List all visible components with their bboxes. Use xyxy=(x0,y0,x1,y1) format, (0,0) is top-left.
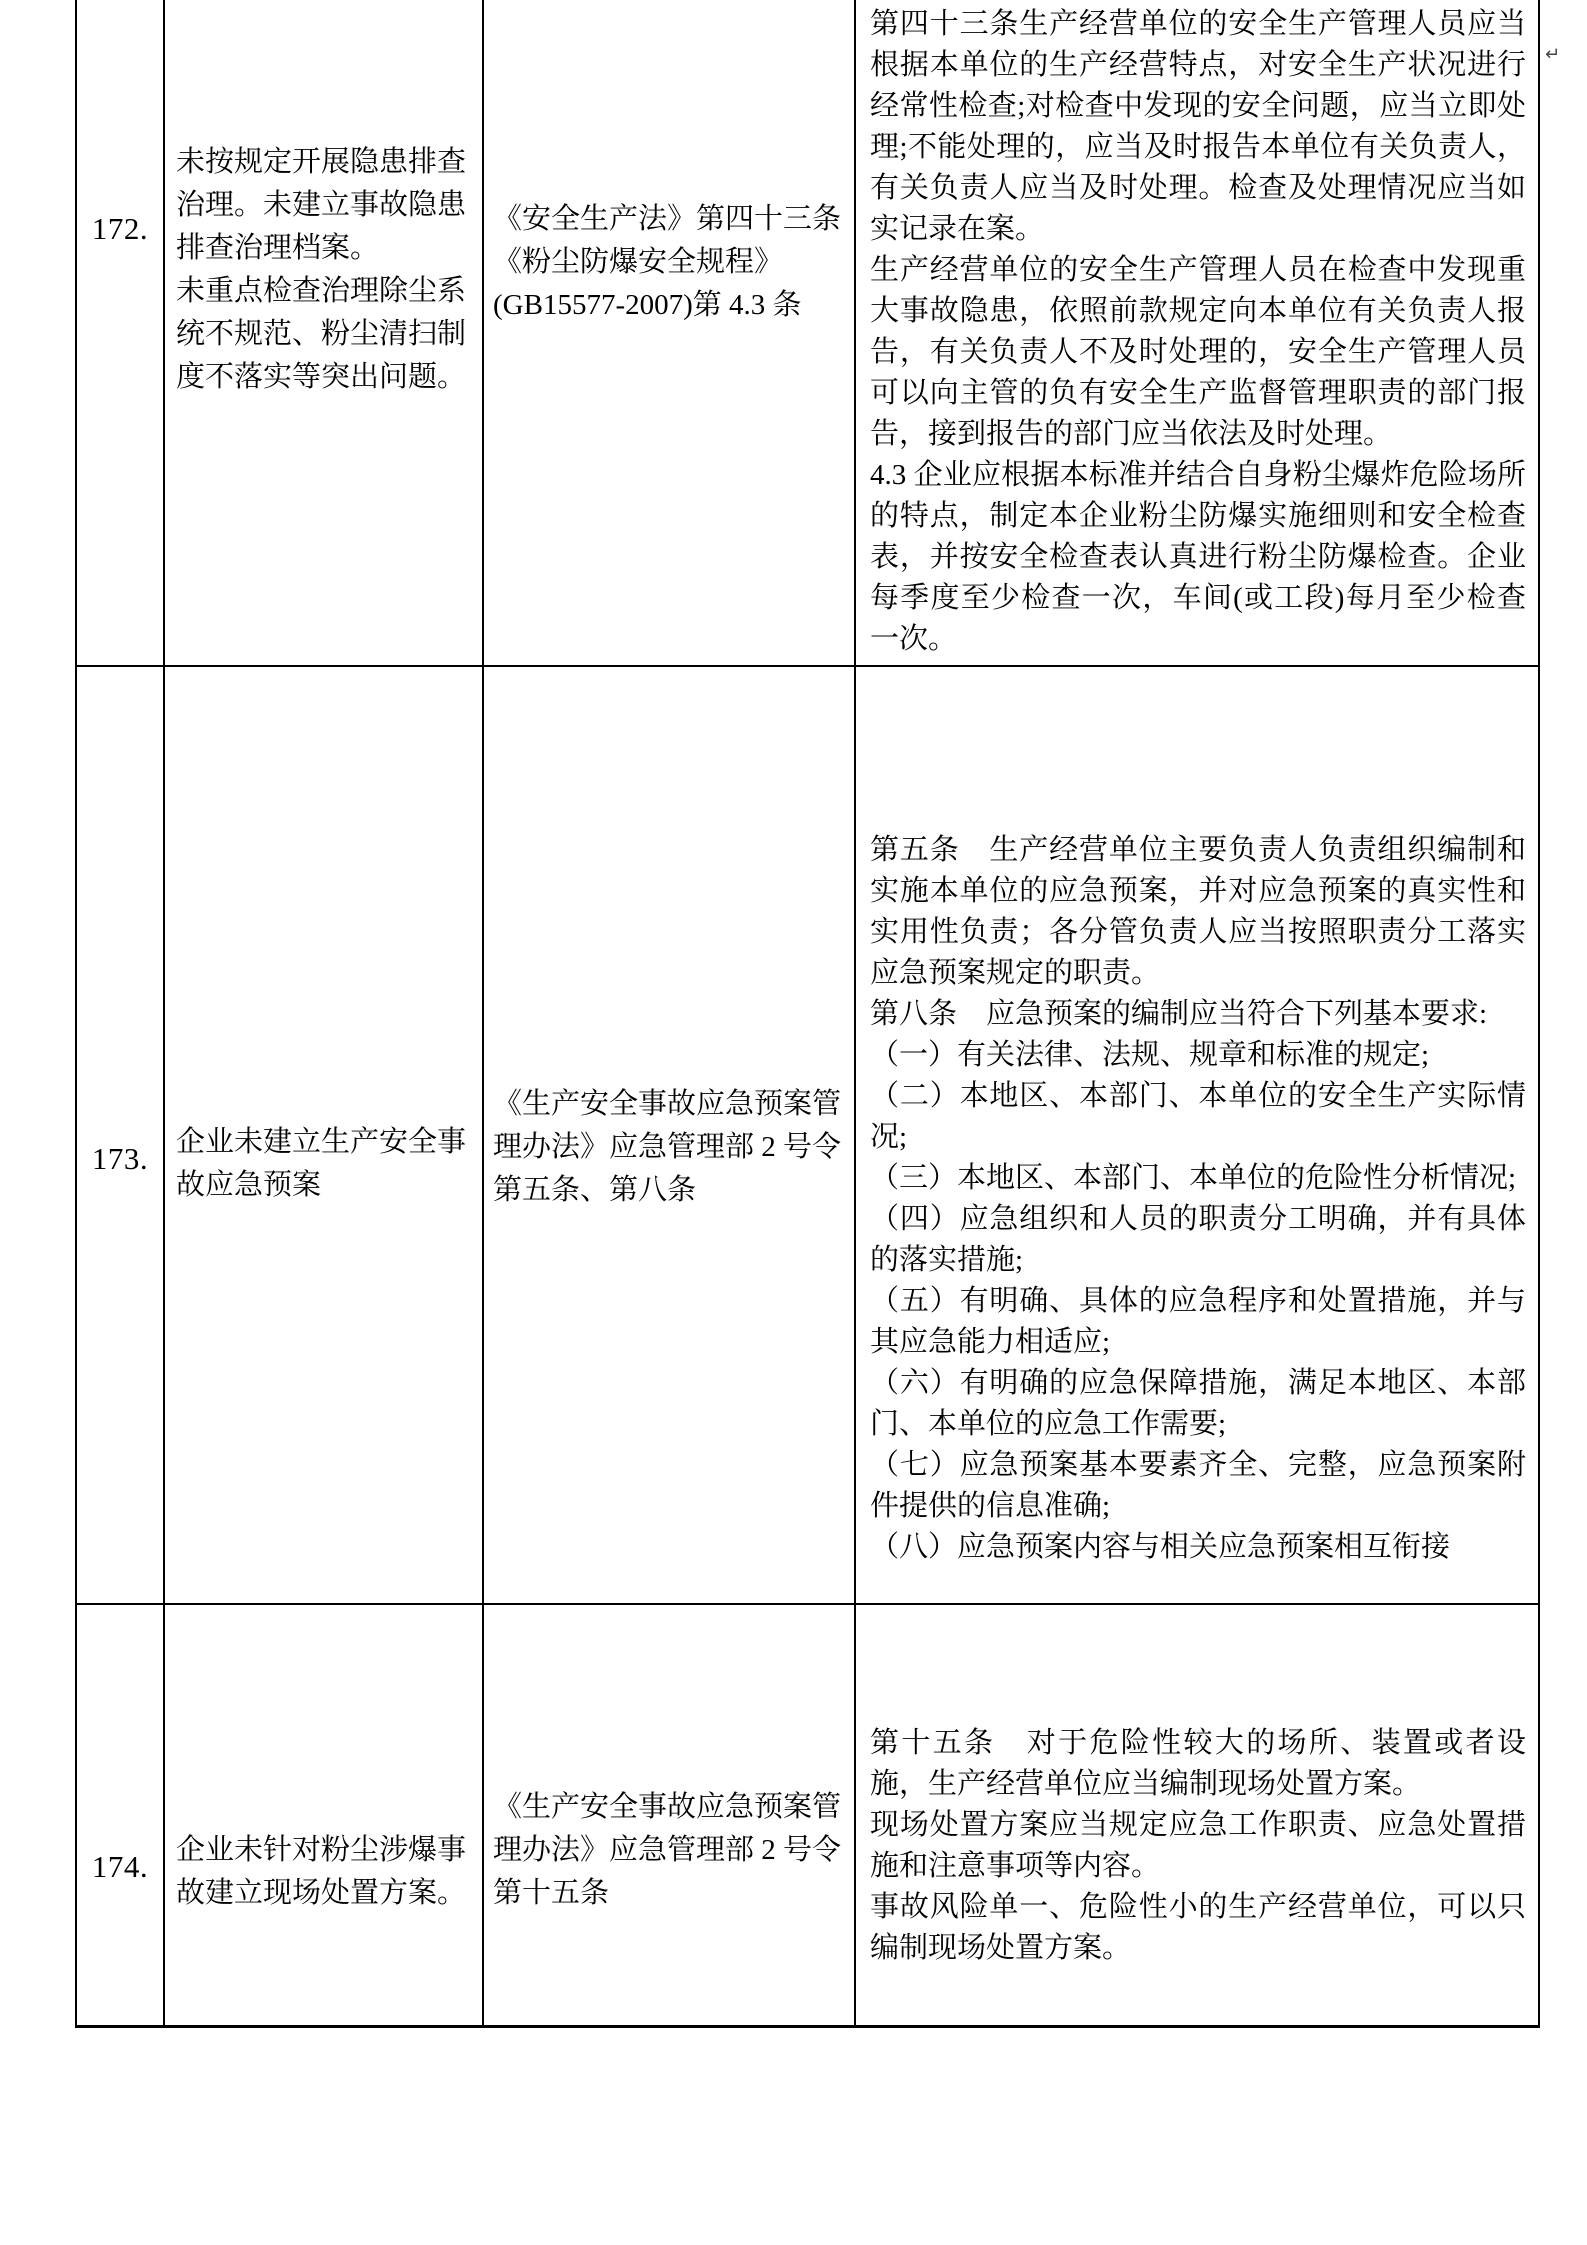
legal-basis-cell: 《生产安全事故应急预案管 理办法》应急管理部 2 号令 第十五条 xyxy=(484,1605,856,2025)
paragraph-return-mark-icon: ↵ xyxy=(1545,44,1561,65)
legal-basis-cell: 《生产安全事故应急预案管 理办法》应急管理部 2 号令 第五条、第八条 xyxy=(484,667,856,1605)
row-number: 174. xyxy=(77,1605,165,2025)
legal-basis-cell: 《安全生产法》第四十三条 《粉尘防爆安全规程》 (GB15577-2007)第 4.3 条 xyxy=(484,0,856,667)
row-number: 172. xyxy=(77,0,165,667)
row-number: 173. xyxy=(77,667,165,1605)
problem-cell: 未按规定开展隐患排查 治理。未建立事故隐患 排查治理档案。 未重点检查治理除尘系 统不规范、粉尘清扫制 度不落实等突出问题。 xyxy=(165,0,484,667)
problem-cell: 企业未建立生产安全事 故应急预案 xyxy=(165,667,484,1605)
provision-text-cell: 第十五条 对于危险性较大的场所、装置或者设施，生产经营单位应当编制现场处置方案。 现场处置方案应当规定应急工作职责、应急处置措施和注意事项等内容。 事故风险单一、危险性小的生产经营单位，可以只编制现场处置方案。 xyxy=(870,1727,1526,1964)
regulation-table xyxy=(75,0,1540,2028)
provision-text-cell: 第四十三条生产经营单位的安全生产管理人员应当根据本单位的生产经营特点，对安全生产状况进行经常性检查;对检查中发现的安全问题，应当立即处理;不能处理的，应当及时报告本单位有关负责人，有关负责人应当及时处理。检查及处理情况应当如实记录在案。 生产经营单位的安全生产管理人员在检查中发现重大事故隐患，依照前款规定向本单位有关负责人报告，有关负责人不及时处理的，安全生产管理人员可以向主管的负有安全生产监督管理职责的部门报告，接到报告的部门应当依法及时处理。 4.3 企业应根据本标准并结合自身粉尘爆炸危险场所的特点，制定本企业粉尘防爆实施细则和安全检查表，并按安全检查表认真进行粉尘防爆检查。企业每季度至少检查一次，车间(或工段)每月至少检查一次。 xyxy=(856,0,1538,667)
problem-cell: 企业未针对粉尘涉爆事 故建立现场处置方案。 xyxy=(165,1605,484,2025)
provision-text-cell: 第五条 生产经营单位主要负责人负责组织编制和实施本单位的应急预案，并对应急预案的真实性和实用性负责；各分管负责人应当按照职责分工落实应急预案规定的职责。 第八条 应急预案的编制应当符合下列基本要求: （一）有关法律、法规、规章和标准的规定; （二）本地区、本部门、本单位的安全生产实际情况; （三）本地区、本部门、本单位的危险性分析情况; （四）应急组织和人员的职责分工明确，并有具体的落实措施; （五）有明确、具体的应急程序和处置措施，并与其应急能力相适应; （六）有明确的应急保障措施，满足本地区、本部门、本单位的应急工作需要; （七）应急预案基本要素齐全、完整，应急预案附件提供的信息准确; （八）应急预案内容与相关应急预案相互衔接 xyxy=(856,667,1538,1605)
